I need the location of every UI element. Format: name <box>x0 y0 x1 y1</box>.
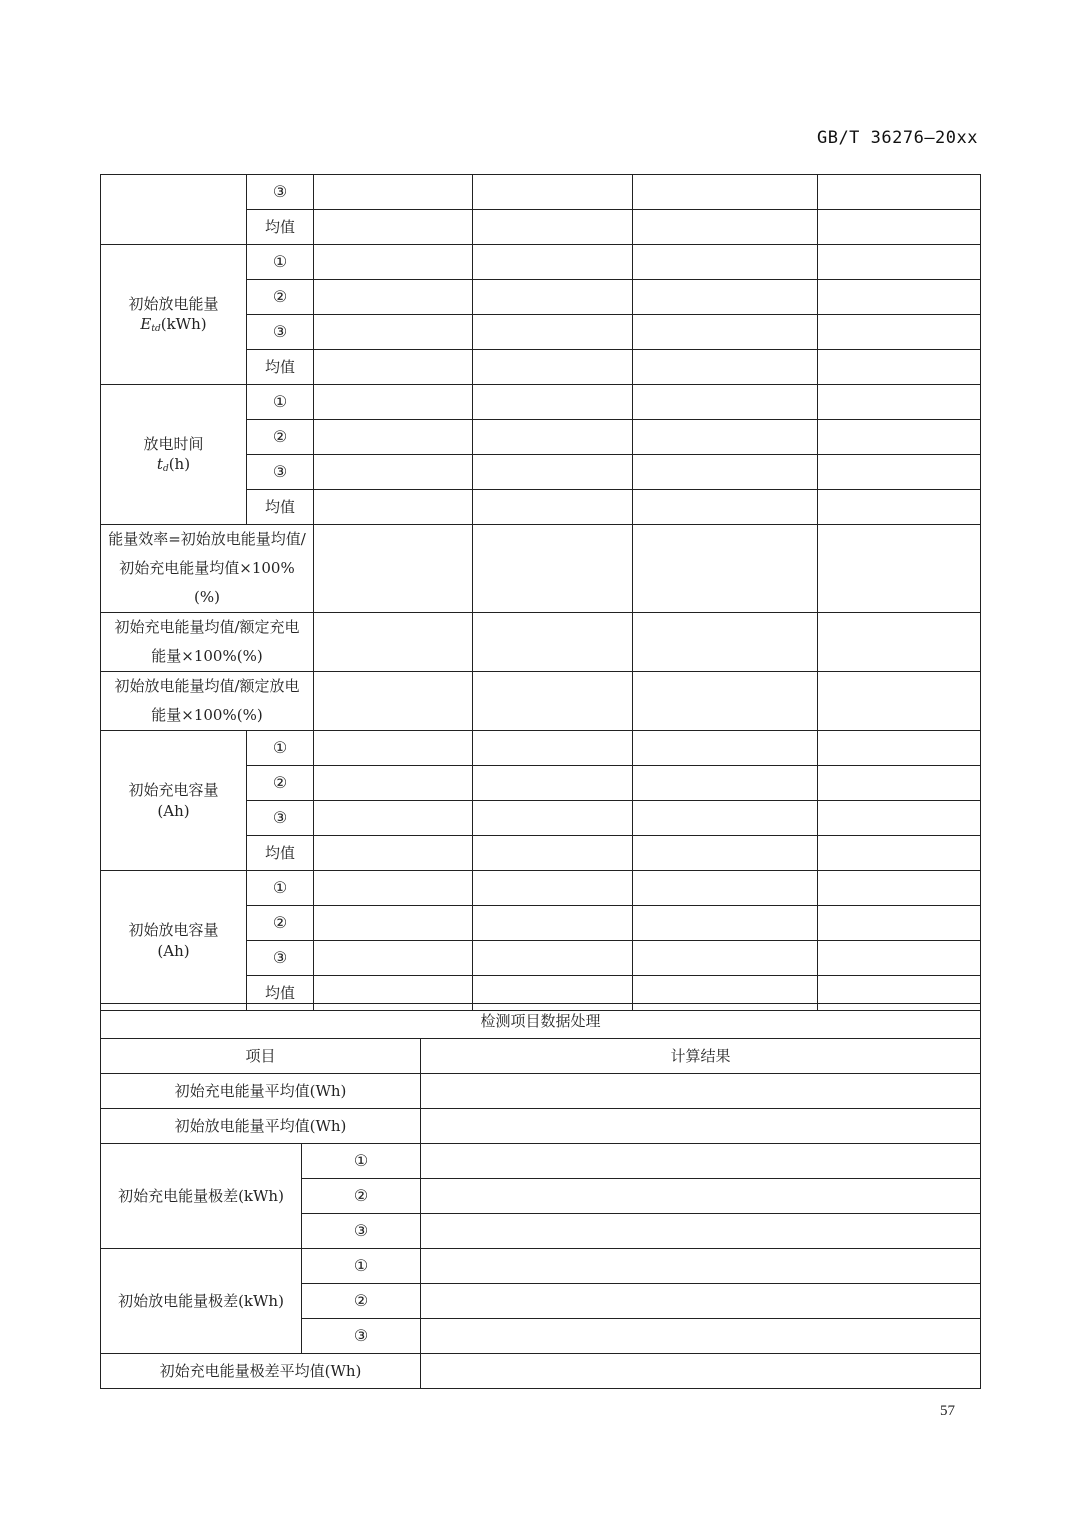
row-label: 初始充电能量极差平均值(Wh) <box>101 1354 421 1389</box>
charge-capacity-label: 初始充电容量 (Ah) <box>101 731 247 871</box>
table-header-row <box>101 1039 981 1074</box>
table-row <box>101 1144 981 1179</box>
marker-3: ③ <box>247 941 314 976</box>
discharge-capacity-label: 初始放电容量 (Ah) <box>101 871 247 1011</box>
marker-2: ② <box>247 280 314 315</box>
marker-3: ③ <box>247 175 314 210</box>
col-header-result: 计算结果 <box>421 1039 981 1074</box>
table-row <box>101 385 981 420</box>
discharge-ratio-label: 初始放电能量均值/额定放电能量×100%(%) <box>101 672 314 731</box>
table-row <box>101 175 981 210</box>
table-row <box>101 1109 981 1144</box>
marker-2: ② <box>247 766 314 801</box>
table-row <box>101 731 981 766</box>
table-row <box>101 245 981 280</box>
table-row <box>101 1354 981 1389</box>
row-label: 初始充电能量极差(kWh) <box>101 1144 302 1249</box>
table-row <box>101 525 981 613</box>
data-processing-table <box>100 1003 981 1389</box>
continued-label-cell <box>101 175 247 245</box>
table-row <box>101 613 981 672</box>
data-processing-title: 检测项目数据处理 <box>101 1004 981 1039</box>
charge-ratio-label: 初始充电能量均值/额定充电能量×100%(%) <box>101 613 314 672</box>
marker-3: ③ <box>302 1214 421 1249</box>
row-label: 初始充电能量平均值(Wh) <box>101 1074 421 1109</box>
marker-1: ① <box>247 871 314 906</box>
marker-avg: 均值 <box>247 836 314 871</box>
discharge-energy-label: 初始放电能量 $E_{td}(kWh)$ <box>101 245 247 385</box>
table-row <box>101 1249 981 1284</box>
table-row <box>101 871 981 906</box>
test-record-table <box>100 174 981 1011</box>
marker-3: ③ <box>302 1319 421 1354</box>
marker-2: ② <box>247 420 314 455</box>
marker-2: ② <box>247 906 314 941</box>
standard-code: GB/T 36276—20xx <box>816 128 978 148</box>
table-row <box>101 1074 981 1109</box>
marker-2: ② <box>302 1284 421 1319</box>
energy-efficiency-label: 能量效率=初始放电能量均值/初始充电能量均值×100%(%) <box>101 525 314 613</box>
marker-1: ① <box>247 731 314 766</box>
marker-3: ③ <box>247 455 314 490</box>
marker-2: ② <box>302 1179 421 1214</box>
marker-avg: 均值 <box>247 490 314 525</box>
marker-1: ① <box>247 385 314 420</box>
marker-3: ③ <box>247 801 314 836</box>
marker-avg: 均值 <box>247 976 314 1011</box>
table-row <box>101 672 981 731</box>
discharge-time-label: 放电时间 $t_d(h)$ <box>101 385 247 525</box>
marker-avg: 均值 <box>247 210 314 245</box>
page-number: 57 <box>940 1403 955 1419</box>
marker-1: ① <box>302 1144 421 1179</box>
marker-3: ③ <box>247 315 314 350</box>
marker-1: ① <box>247 245 314 280</box>
table-title-row <box>101 1004 981 1039</box>
col-header-item: 项目 <box>101 1039 421 1074</box>
marker-1: ① <box>302 1249 421 1284</box>
row-label: 初始放电能量极差(kWh) <box>101 1249 302 1354</box>
marker-avg: 均值 <box>247 350 314 385</box>
row-label: 初始放电能量平均值(Wh) <box>101 1109 421 1144</box>
